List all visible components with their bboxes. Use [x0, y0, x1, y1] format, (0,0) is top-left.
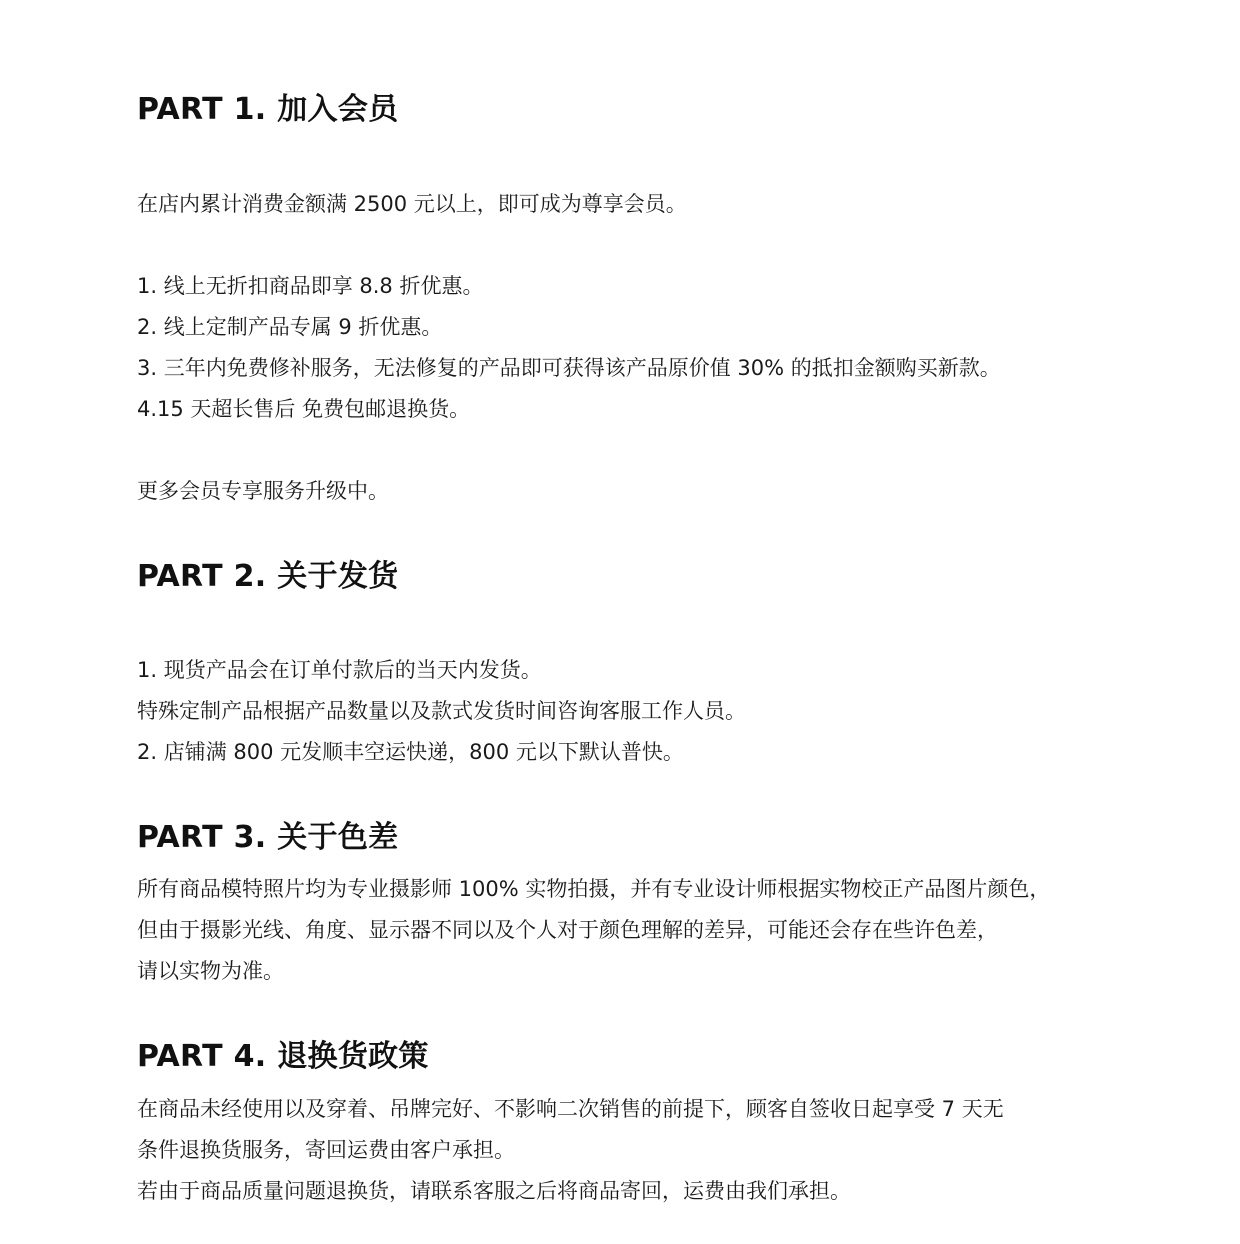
- part-3-line-3: 请以实物为准。: [137, 959, 284, 983]
- part-1-line-5: 4.15 天超长售后 免费包邮退换货。: [137, 397, 471, 421]
- part-3-line-1: 所有商品模特照片均为专业摄影师 100% 实物拍摄，并有专业设计师根据实物校正产品图片颜色，: [137, 877, 1051, 901]
- part-2-line-1: 1. 现货产品会在订单付款后的当天内发货。: [137, 658, 542, 682]
- part-4-title: PART 4. 退换货政策: [137, 1039, 429, 1074]
- part-1-line-2: 1. 线上无折扣商品即享 8.8 折优惠。: [137, 274, 484, 298]
- part-1-line-6: 更多会员专享服务升级中。: [137, 479, 389, 503]
- part-3-title: PART 3. 关于色差: [137, 820, 399, 855]
- part-3-line-2: 但由于摄影光线、角度、显示器不同以及个人对于颜色理解的差异，可能还会存在些许色差，: [137, 918, 998, 942]
- part-2-title: PART 2. 关于发货: [137, 559, 399, 594]
- part-2-line-3: 2. 店铺满 800 元发顺丰空运快递，800 元以下默认普快。: [137, 740, 684, 764]
- part-1-line-1: 在店内累计消费金额满 2500 元以上，即可成为尊享会员。: [137, 192, 687, 216]
- part-2-line-2: 特殊定制产品根据产品数量以及款式发货时间咨询客服工作人员。: [137, 699, 746, 723]
- part-1-line-3: 2. 线上定制产品专属 9 折优惠。: [137, 315, 443, 339]
- part-4-line-2: 条件退换货服务，寄回运费由客户承担。: [137, 1138, 515, 1162]
- part-1-title: PART 1. 加入会员: [137, 92, 399, 127]
- part-4-line-1: 在商品未经使用以及穿着、吊牌完好、不影响二次销售的前提下，顾客自签收日起享受 7 天无: [137, 1097, 1004, 1121]
- part-1-line-4: 3. 三年内免费修补服务，无法修复的产品即可获得该产品原价值 30% 的抵扣金额购买新款。: [137, 356, 1001, 380]
- part-4-line-3: 若由于商品质量问题退换货，请联系客服之后将商品寄回，运费由我们承担。: [137, 1179, 851, 1203]
